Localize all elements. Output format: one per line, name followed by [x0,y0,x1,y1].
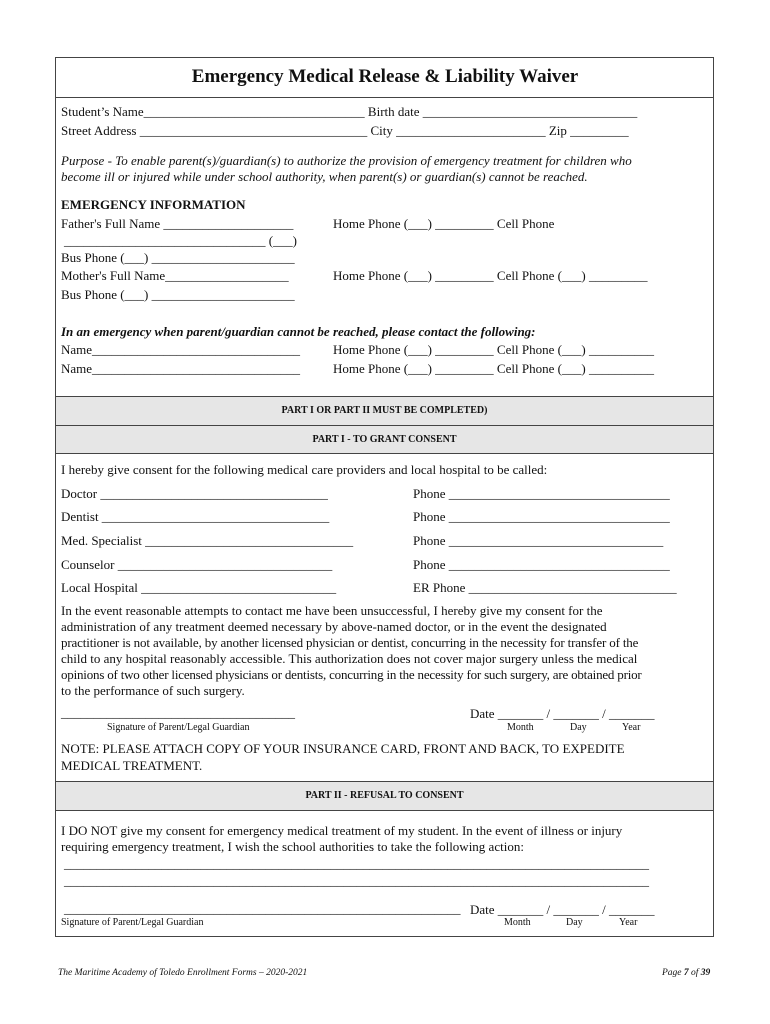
father-cont-field[interactable]: _______________________________ (___) [64,233,297,248]
mother-bus-phone-field[interactable]: Bus Phone (___) ______________________ [61,287,295,302]
part1-label: PART I - TO GRANT CONSENT [312,434,457,445]
father-bus-phone-field[interactable]: Bus Phone (___) ______________________ [61,250,295,265]
contact2-phone-field[interactable]: Home Phone (___) _________ Cell Phone (___) __________ [333,361,655,376]
insurance-note-1: NOTE: PLEASE ATTACH COPY OF YOUR INSURANCE CARD, FRONT AND BACK, TO EXPEDITE [61,741,625,756]
page-of: of [688,968,701,978]
er-phone-field[interactable]: ER Phone ________________________________ [413,580,677,595]
mother-name-field[interactable]: Mother's Full Name___________________ [61,268,289,283]
page-total: 39 [700,968,711,978]
refusal-line-1: I DO NOT give my consent for emergency medical treatment of my student. In the event of illness or injury [61,823,623,838]
part2-signature-label: Signature of Parent/Legal Guardian [61,917,204,928]
part1-band [55,425,714,454]
consent-line-6: to the performance of such surgery. [61,683,245,698]
consent-line-3: practitioner is not available, by another licensed physician or dentist, concurring in the necessity for transfer of the [61,635,639,650]
mother-phone-field[interactable]: Home Phone (___) _________ Cell Phone (___) _________ [333,268,648,283]
part2-date-field[interactable]: Date _______ / _______ / _______ [470,902,655,917]
emergency-heading: EMERGENCY INFORMATION [61,197,246,212]
part2-band [55,781,714,811]
part1-signature-label: Signature of Parent/Legal Guardian [107,722,250,733]
part2-label: PART II - REFUSAL TO CONSENT [305,790,464,801]
consent-line-1: In the event reasonable attempts to contact me have been unsuccessful, I hereby give my consent for the [61,603,603,618]
must-complete-band [55,396,714,426]
street-address-line[interactable]: Street Address ___________________________________ City _______________________ Zip _________ [61,123,629,138]
counselor-phone-field[interactable]: Phone __________________________________ [413,557,670,572]
action-blank-2[interactable]: __________________________________________________________________________________________ [64,873,649,888]
counselor-field[interactable]: Counselor _________________________________ [61,557,333,572]
dentist-field[interactable]: Dentist ___________________________________ [61,509,330,524]
footer-text: The Maritime Academy of Toledo Enrollment Forms – 2020-2021 [58,968,308,978]
doctor-field[interactable]: Doctor ___________________________________ [61,486,328,501]
specialist-phone-field[interactable]: Phone _________________________________ [413,533,664,548]
father-phone-field[interactable]: Home Phone (___) _________ Cell Phone [333,216,555,231]
hospital-field[interactable]: Local Hospital ______________________________ [61,580,337,595]
part1-signature-field[interactable]: ____________________________________ [61,705,295,720]
page-current: 7 [683,968,689,978]
part2-day-label: Day [566,917,583,928]
part2-month-label: Month [504,917,531,928]
consent-line-5: opinions of two other licensed physicians or dentists, concurring in the necessity for such surgery, are obtained prior [61,667,642,682]
specialist-field[interactable]: Med. Specialist ________________________________ [61,533,354,548]
contact1-name-field[interactable]: Name________________________________ [61,342,301,357]
refusal-line-2: requiring emergency treatment, I wish the school authorities to take the following action: [61,839,524,854]
contacts-heading: In an emergency when parent/guardian cannot be reached, please contact the following: [61,324,536,339]
purpose-text-1: Purpose - To enable parent(s)/guardian(s) to authorize the provision of emergency treatment for children who [61,153,632,168]
consent-line-4: child to any hospital reasonably accessible. This authorization does not cover major surgery unless the medical [61,651,638,666]
must-complete-label: PART I OR PART II MUST BE COMPLETED) [281,405,488,416]
dentist-phone-field[interactable]: Phone __________________________________ [413,509,670,524]
contact1-phone-field[interactable]: Home Phone (___) _________ Cell Phone (___) __________ [333,342,655,357]
part2-signature-field[interactable]: _____________________________________________________________ [64,901,461,916]
form-title: Emergency Medical Release & Liability Waiver [191,66,579,87]
consent-line-2: administration of any treatment deemed necessary by above-named doctor, or in the event the designated [61,619,607,634]
contact2-name-field[interactable]: Name________________________________ [61,361,301,376]
father-name-field[interactable]: Father's Full Name ____________________ [61,216,294,231]
doctor-phone-field[interactable]: Phone __________________________________ [413,486,670,501]
title-divider [55,97,714,98]
part1-day-label: Day [570,722,587,733]
page-number [662,968,710,978]
part1-month-label: Month [507,722,534,733]
part1-intro: I hereby give consent for the following medical care providers and local hospital to be called: [61,462,548,477]
student-name-line[interactable]: Student’s Name__________________________________ Birth date _________________________________ [61,104,638,119]
part1-year-label: Year [622,722,641,733]
part2-year-label: Year [619,917,638,928]
purpose-text-2: become ill or injured while under school authority, when parent(s) or guardian(s) cannot be reached. [61,169,588,184]
insurance-note-2: MEDICAL TREATMENT. [61,758,203,773]
page-prefix: Page [662,968,684,978]
action-blank-1[interactable]: __________________________________________________________________________________________ [64,856,649,871]
part1-date-field[interactable]: Date _______ / _______ / _______ [470,706,655,721]
